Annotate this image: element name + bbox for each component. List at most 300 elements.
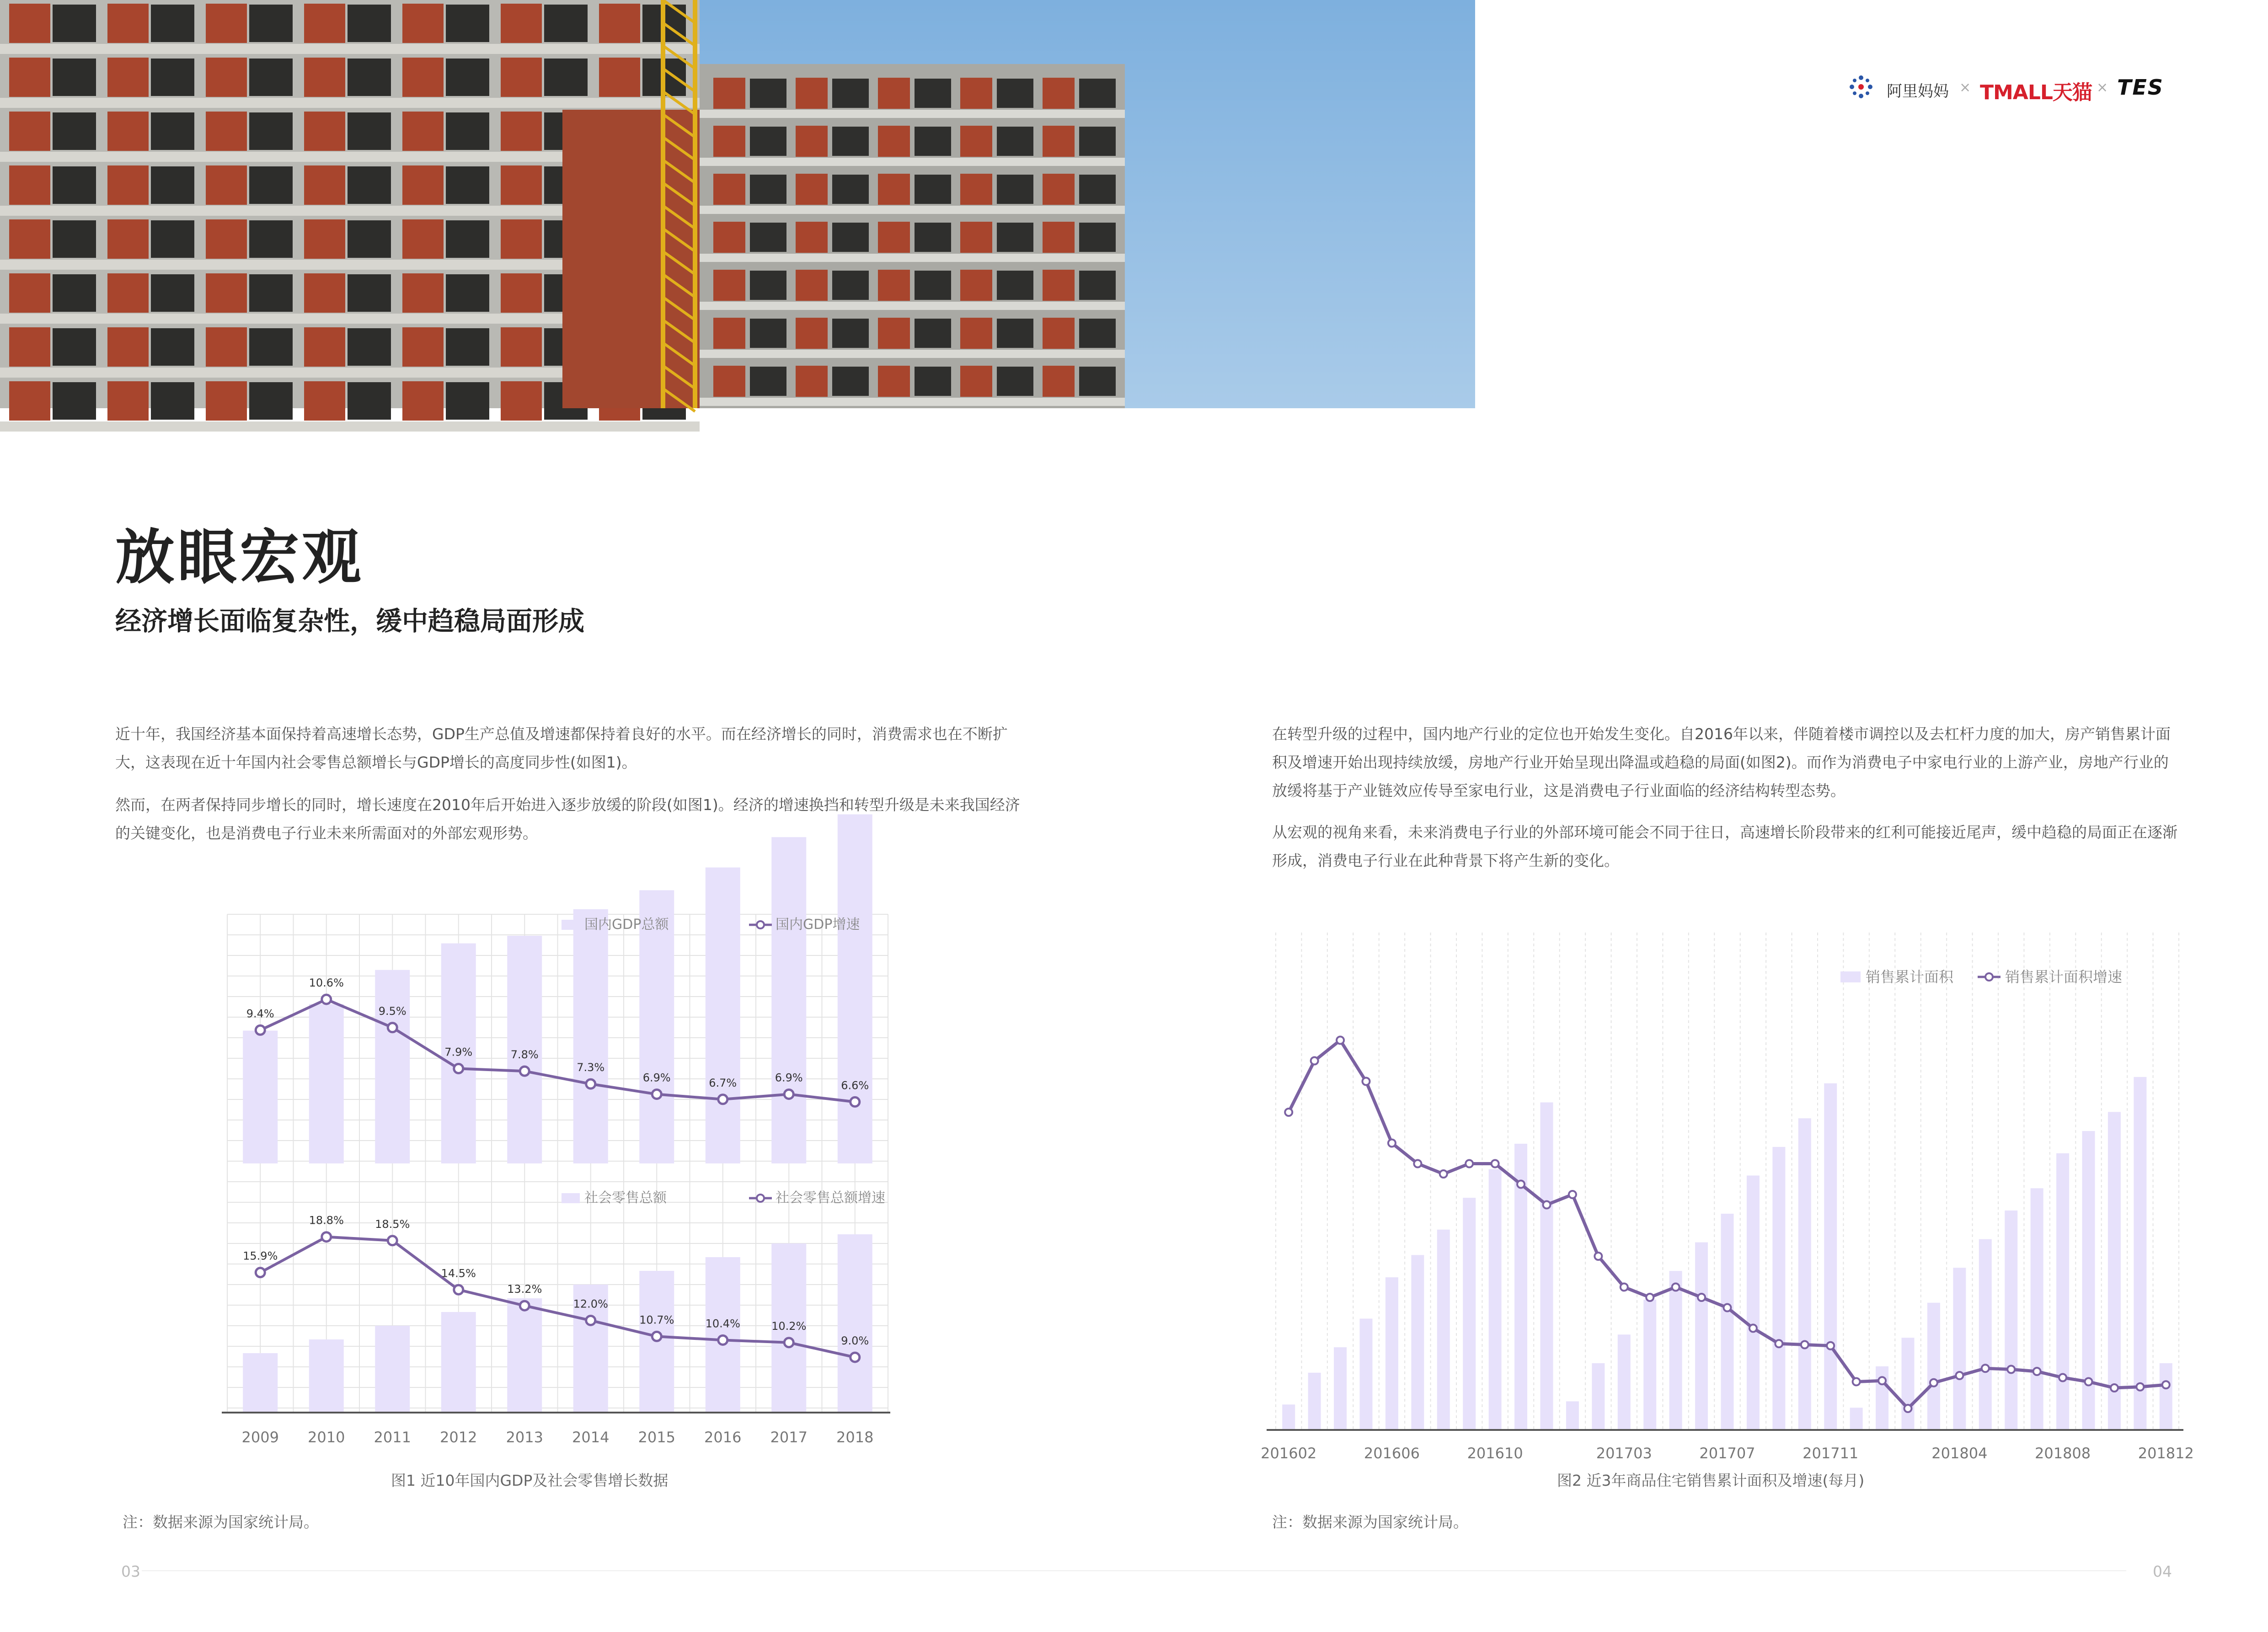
legend-label: 社会零售总额: [584, 1190, 667, 1206]
brick-panel: [960, 174, 992, 205]
page-number-left: 03: [121, 1563, 140, 1580]
data-point: [652, 1090, 661, 1099]
bar: [573, 909, 608, 1163]
page-number-right: 04: [2153, 1563, 2172, 1580]
brick-panel: [402, 219, 444, 259]
slab: [700, 254, 1125, 262]
window-opening: [348, 166, 391, 204]
bar: [2056, 1153, 2069, 1430]
bar: [1643, 1300, 1656, 1430]
housing-sales-chart: [1261, 923, 2194, 1472]
logo-separator: ×: [1959, 80, 1971, 96]
brick-panel: [599, 4, 640, 43]
slab: [700, 302, 1125, 310]
bar: [771, 837, 806, 1163]
data-point: [1827, 1342, 1834, 1349]
brick-panel: [713, 270, 745, 301]
data-point: [1672, 1284, 1680, 1291]
slab: [700, 158, 1125, 166]
data-point: [256, 1025, 265, 1035]
brick-panel: [402, 327, 444, 367]
brick-panel: [402, 273, 444, 313]
data-point: [2136, 1383, 2144, 1391]
brick-panel: [713, 174, 745, 205]
bar: [1334, 1347, 1347, 1430]
bar: [838, 814, 872, 1163]
data-point: [1363, 1078, 1370, 1085]
brick-panel: [206, 112, 247, 151]
brick-panel: [1043, 270, 1075, 301]
brick-panel: [304, 112, 345, 151]
brick-panel: [501, 273, 542, 313]
data-label: 7.3%: [577, 1061, 605, 1074]
window-opening: [997, 319, 1033, 348]
building-photo: [0, 0, 1475, 408]
window-opening: [915, 127, 951, 156]
x-tick-label: 201703: [1596, 1445, 1652, 1462]
bar: [1979, 1239, 1992, 1430]
brick-panel: [796, 174, 828, 205]
brick-panel: [402, 112, 444, 151]
bar: [1489, 1169, 1502, 1430]
brick-panel: [9, 381, 50, 421]
slab: [700, 398, 1125, 406]
window-opening: [151, 382, 194, 420]
data-point: [1621, 1284, 1628, 1291]
data-label: 9.0%: [841, 1334, 869, 1348]
window-opening: [348, 274, 391, 312]
brick-panel: [304, 58, 345, 97]
bar: [2005, 1211, 2017, 1430]
footer-divider: [142, 1570, 2126, 1571]
tes-logo: TES: [2117, 75, 2164, 100]
x-tick-label: 2016: [704, 1429, 742, 1446]
brick-panel: [107, 381, 149, 421]
brick-panel: [1043, 78, 1075, 109]
window-opening: [915, 319, 951, 348]
data-label: 18.5%: [375, 1217, 410, 1231]
data-label: 9.4%: [246, 1007, 274, 1020]
brick-panel: [960, 366, 992, 397]
brick-panel: [107, 165, 149, 205]
data-point: [850, 1353, 860, 1362]
data-point: [1982, 1365, 1989, 1372]
data-label: 7.8%: [510, 1048, 539, 1061]
window-opening: [53, 382, 96, 420]
data-point: [1517, 1181, 1524, 1188]
window-opening: [1079, 175, 1116, 204]
brick-panel: [878, 78, 910, 109]
data-point: [784, 1338, 793, 1347]
bar: [1566, 1401, 1579, 1430]
bar: [309, 1339, 344, 1413]
brick-panel: [960, 270, 992, 301]
brick-panel: [206, 219, 247, 259]
bar: [1463, 1198, 1476, 1430]
x-tick-label: 201707: [1699, 1445, 1755, 1462]
bar: [1411, 1255, 1424, 1430]
brick-panel: [9, 327, 50, 367]
brick-panel: [960, 78, 992, 109]
x-tick-label: 2013: [506, 1429, 543, 1446]
brick-panel: [9, 273, 50, 313]
legend-swatch: [562, 920, 580, 930]
bar: [1798, 1118, 1811, 1430]
data-point: [322, 995, 331, 1004]
data-point: [1930, 1379, 1937, 1387]
brick-panel: [501, 381, 542, 421]
bar: [375, 1326, 410, 1413]
data-point: [322, 1232, 331, 1242]
data-point: [652, 1332, 661, 1341]
window-opening: [249, 274, 293, 312]
data-point: [1775, 1340, 1782, 1347]
data-point: [1543, 1201, 1551, 1209]
x-tick-label: 201602: [1261, 1445, 1317, 1462]
data-point: [1853, 1378, 1860, 1386]
window-opening: [750, 271, 786, 300]
window-opening: [997, 271, 1033, 300]
data-label: 6.9%: [775, 1071, 803, 1084]
brick-panel: [501, 4, 542, 43]
brick-panel: [796, 126, 828, 157]
data-label: 14.5%: [441, 1267, 476, 1280]
data-point: [256, 1268, 265, 1277]
bar: [2160, 1363, 2172, 1430]
bar: [1282, 1404, 1295, 1430]
data-point: [1311, 1057, 1318, 1065]
data-point: [1878, 1377, 1886, 1384]
window-opening: [750, 319, 786, 348]
page-title: 放眼宏观: [115, 523, 364, 592]
data-point: [388, 1023, 397, 1032]
window-opening: [348, 112, 391, 150]
window-opening: [446, 328, 489, 366]
window-opening: [750, 175, 786, 204]
brick-panel: [304, 273, 345, 313]
brick-panel: [107, 219, 149, 259]
window-opening: [446, 274, 489, 312]
x-tick-label: 201711: [1803, 1445, 1859, 1462]
bar: [1695, 1243, 1708, 1430]
bar: [507, 1298, 542, 1413]
window-opening: [53, 59, 96, 96]
tmall-logo: TMALL天猫: [1980, 81, 2092, 104]
window-opening: [832, 127, 869, 156]
brick-panel: [9, 165, 50, 205]
brick-panel: [206, 381, 247, 421]
brick-panel: [713, 78, 745, 109]
brick-panel: [1043, 366, 1075, 397]
data-point: [1466, 1160, 1473, 1168]
window-opening: [446, 166, 489, 204]
brick-panel: [402, 381, 444, 421]
data-point: [850, 1097, 860, 1106]
window-opening: [151, 5, 194, 42]
data-label: 10.6%: [309, 976, 344, 990]
window-opening: [750, 223, 786, 252]
bar: [309, 1004, 344, 1163]
legend-label: 销售累计面积增速: [2005, 968, 2123, 986]
data-point: [718, 1335, 727, 1344]
bar: [1824, 1083, 1837, 1430]
data-point: [2033, 1368, 2041, 1375]
data-point: [1801, 1341, 1808, 1349]
brick-panel: [878, 318, 910, 349]
legend-marker: [757, 1195, 764, 1202]
window-opening: [151, 166, 194, 204]
brick-panel: [402, 58, 444, 97]
bar: [1437, 1230, 1450, 1430]
window-opening: [750, 367, 786, 396]
window-opening: [446, 382, 489, 420]
data-point: [2085, 1378, 2092, 1386]
data-point: [2059, 1374, 2066, 1381]
brick-panel: [107, 112, 149, 151]
legend-marker: [1985, 973, 1993, 981]
data-point: [454, 1285, 463, 1294]
data-point: [2007, 1366, 2015, 1373]
data-label: 7.9%: [444, 1045, 473, 1059]
brick-panel: [9, 58, 50, 97]
brick-panel: [501, 219, 542, 259]
data-point: [1492, 1160, 1499, 1168]
brick-panel: [206, 273, 247, 313]
brick-panel: [501, 112, 542, 151]
x-tick-label: 201610: [1467, 1445, 1523, 1462]
data-point: [1724, 1304, 1731, 1312]
bar: [2108, 1112, 2121, 1430]
bar: [1953, 1268, 1966, 1430]
slab: [0, 421, 700, 432]
brick-panel: [960, 126, 992, 157]
bar: [1747, 1175, 1760, 1430]
figure-2-caption: 图2 近3年商品住宅销售累计面积及增速(每月): [1557, 1472, 1865, 1489]
data-label: 18.8%: [309, 1214, 344, 1227]
window-opening: [750, 127, 786, 156]
brick-panel: [1043, 174, 1075, 205]
bar: [1772, 1147, 1785, 1430]
legend-swatch: [562, 1193, 580, 1203]
x-tick-label: 201804: [1931, 1445, 1988, 1462]
window-opening: [249, 112, 293, 150]
bar: [243, 1353, 278, 1413]
window-opening: [249, 166, 293, 204]
bar: [1927, 1303, 1940, 1430]
window-opening: [832, 223, 869, 252]
window-opening: [997, 79, 1033, 108]
bar: [1721, 1214, 1734, 1430]
brick-panel: [878, 126, 910, 157]
bar: [1541, 1102, 1553, 1430]
brick-panel: [1043, 222, 1075, 253]
window-opening: [544, 5, 588, 42]
data-point: [718, 1095, 727, 1104]
window-opening: [53, 328, 96, 366]
data-point: [1569, 1191, 1576, 1198]
brick-panel: [878, 366, 910, 397]
x-tick-label: 2009: [241, 1429, 279, 1446]
data-point: [1440, 1170, 1447, 1178]
window-opening: [1079, 127, 1116, 156]
bar: [243, 1031, 278, 1164]
right-paragraph-1: 在转型升级的过程中，国内地产行业的定位也开始发生变化。自2016年以来，伴随着楼市调控以及去杠杆力度的加大，房产销售累计面积及增速开始出现持续放缓，房地产行业开始呈现出降温或趋稳的局面(如图2)。而作为消费电子中家电行业的上游产业，房地产行业的放缓将基于产业链效应传导至家电行业，这是消费电子行业面临的经济结构转型态势。: [1272, 725, 2171, 800]
window-opening: [151, 328, 194, 366]
data-point: [520, 1067, 529, 1076]
brick-panel: [796, 222, 828, 253]
x-tick-label: 2010: [308, 1429, 345, 1446]
data-label: 13.2%: [507, 1283, 542, 1296]
brick-panel: [713, 318, 745, 349]
brick-panel: [206, 4, 247, 43]
window-opening: [832, 175, 869, 204]
window-opening: [915, 79, 951, 108]
brick-panel: [402, 165, 444, 205]
legend-label: 销售累计面积: [1866, 968, 1954, 986]
left-source-note: 注：数据来源为国家统计局。: [123, 1513, 319, 1531]
window-opening: [997, 175, 1033, 204]
brick-panel: [304, 327, 345, 367]
legend-marker: [757, 921, 764, 928]
window-opening: [832, 367, 869, 396]
brick-panel: [796, 366, 828, 397]
window-opening: [750, 79, 786, 108]
brick-panel: [107, 4, 149, 43]
bar: [1385, 1277, 1398, 1430]
x-tick-label: 2015: [638, 1429, 675, 1446]
brick-panel: [206, 165, 247, 205]
legend-label: 社会零售总额增速: [776, 1190, 885, 1206]
window-opening: [915, 223, 951, 252]
bar: [2031, 1188, 2043, 1430]
gdp-retail-chart: [219, 905, 896, 1446]
data-label: 10.4%: [705, 1317, 740, 1330]
x-tick-label: 2011: [374, 1429, 411, 1446]
data-label: 9.5%: [378, 1004, 407, 1018]
slab: [700, 110, 1125, 118]
data-point: [1594, 1253, 1602, 1260]
brick-panel: [9, 219, 50, 259]
x-tick-label: 201606: [1364, 1445, 1420, 1462]
data-point: [388, 1236, 397, 1245]
data-point: [1956, 1372, 1963, 1379]
window-opening: [151, 274, 194, 312]
bar: [838, 1234, 872, 1413]
window-opening: [53, 112, 96, 150]
brick-panel: [501, 327, 542, 367]
data-point: [2162, 1381, 2170, 1388]
window-opening: [348, 382, 391, 420]
data-label: 10.7%: [639, 1313, 674, 1327]
brand-logos: [1843, 73, 2181, 104]
slab: [0, 98, 700, 108]
brick-panel: [9, 112, 50, 151]
window-opening: [249, 220, 293, 258]
brick-panel: [960, 318, 992, 349]
window-opening: [915, 367, 951, 396]
brick-panel: [796, 318, 828, 349]
window-opening: [53, 274, 96, 312]
bar: [706, 868, 740, 1163]
x-tick-label: 2018: [836, 1429, 874, 1446]
window-opening: [151, 112, 194, 150]
brick-panel: [304, 219, 345, 259]
window-opening: [832, 271, 869, 300]
brick-panel: [304, 381, 345, 421]
brick-panel: [878, 174, 910, 205]
brick-panel: [501, 58, 542, 97]
brick-panel: [304, 4, 345, 43]
data-point: [1698, 1294, 1705, 1301]
data-point: [1904, 1405, 1912, 1412]
window-opening: [348, 328, 391, 366]
slab: [700, 350, 1125, 358]
data-point: [784, 1090, 793, 1099]
window-opening: [1079, 367, 1116, 396]
window-opening: [997, 223, 1033, 252]
window-opening: [249, 328, 293, 366]
data-point: [586, 1316, 595, 1325]
data-label: 6.7%: [709, 1076, 737, 1089]
construction-photo: [0, 0, 1475, 408]
window-opening: [1079, 319, 1116, 348]
brick-panel: [796, 78, 828, 109]
window-opening: [446, 112, 489, 150]
brick-panel: [9, 4, 50, 43]
alimama-logo-icon: [1843, 73, 1879, 101]
window-opening: [151, 220, 194, 258]
bar: [1618, 1334, 1631, 1430]
window-opening: [997, 127, 1033, 156]
window-opening: [832, 319, 869, 348]
window-opening: [53, 220, 96, 258]
brick-panel: [878, 222, 910, 253]
left-paragraph-2: 然而，在两者保持同步增长的同时，增长速度在2010年后开始进入逐步放缓的阶段(如图1)。经济的增速换挡和转型升级是未来我国经济的关键变化，也是消费电子行业未来所需面对的外部宏观形势。: [115, 796, 1020, 842]
slab: [700, 206, 1125, 214]
bar: [1308, 1373, 1321, 1430]
alimama-logo-text: 阿里妈妈: [1887, 82, 1949, 101]
window-opening: [53, 5, 96, 42]
window-opening: [1079, 79, 1116, 108]
brick-panel: [107, 273, 149, 313]
figure-1-caption: 图1 近10年国内GDP及社会零售增长数据: [391, 1472, 669, 1489]
bar: [1850, 1408, 1863, 1430]
brick-panel: [713, 222, 745, 253]
data-point: [1337, 1037, 1344, 1044]
window-opening: [348, 59, 391, 96]
data-label: 15.9%: [243, 1249, 278, 1263]
window-opening: [53, 166, 96, 204]
left-paragraph-1: 近十年，我国经济基本面保持着高速增长态势，GDP生产总值及增速都保持着良好的水平。而在经济增长的同时，消费需求也在不断扩大，这表现在近十年国内社会零售总额增长与GDP增长的高度同步性(如图1)。: [115, 725, 1008, 771]
data-point: [1749, 1325, 1757, 1332]
window-opening: [544, 59, 588, 96]
window-opening: [915, 175, 951, 204]
x-tick-label: 2014: [572, 1429, 610, 1446]
legend-label: 国内GDP总额: [584, 917, 669, 933]
window-opening: [151, 59, 194, 96]
brick-panel: [960, 222, 992, 253]
x-tick-label: 2012: [440, 1429, 477, 1446]
data-point: [520, 1301, 529, 1310]
right-paragraph-2: 从宏观的视角来看，未来消费电子行业的外部环境可能会不同于往日，高速增长阶段带来的红利可能接近尾声，缓中趋稳的局面正在逐渐形成，消费电子行业在此种背景下将产生新的变化。: [1272, 823, 2177, 869]
x-tick-label: 201808: [2034, 1445, 2091, 1462]
brick-panel: [107, 58, 149, 97]
window-opening: [1079, 271, 1116, 300]
logo-separator: ×: [2097, 80, 2108, 96]
window-opening: [832, 79, 869, 108]
window-opening: [1079, 223, 1116, 252]
window-opening: [446, 5, 489, 42]
